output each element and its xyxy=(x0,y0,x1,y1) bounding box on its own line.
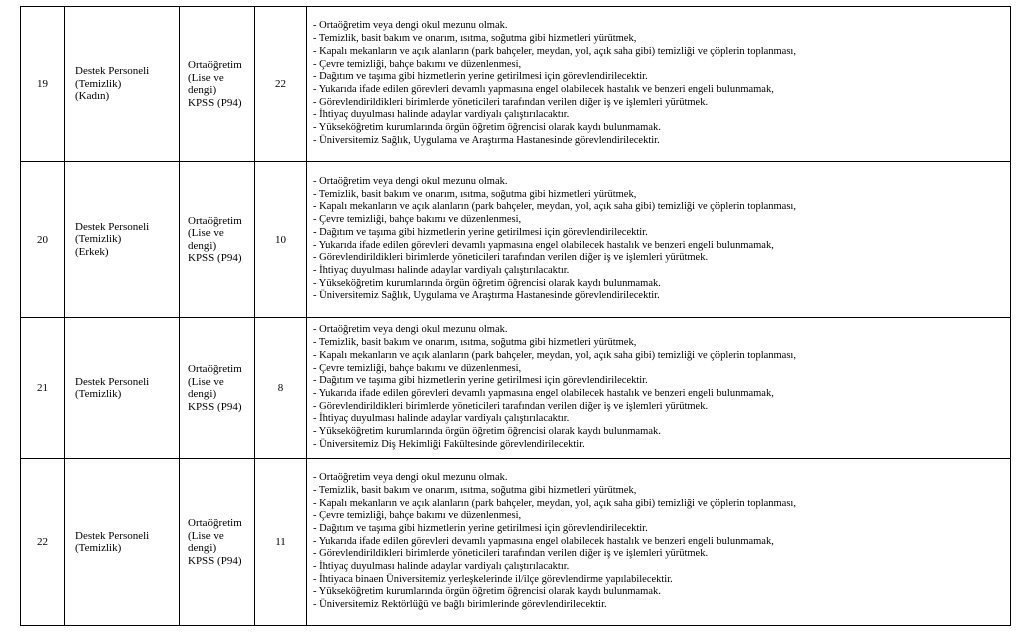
requirement-item: - Görevlendirildikleri birimlerde yöneticileri tarafından verilen diğer iş ve işlemleri yürütmek. xyxy=(313,400,709,412)
title-line: (Kadın) xyxy=(75,90,110,103)
requirement-item: - Kapalı mekanların ve açık alanların (park bahçeler, meydan, yol, açık saha gibi) temizliği ve çöplerin toplanması, xyxy=(313,349,796,361)
requirement-item: - Yukarıda ifade edilen görevleri devamlı yapmasına engel olabilecek hastalık ve benzeri engeli bulunmamak, xyxy=(313,535,774,547)
education-line: Ortaöğretim xyxy=(188,517,242,529)
requirement-item: - Yükseköğretim kurumlarında örgün öğretim öğrencisi olarak kaydı bulunmamak. xyxy=(313,277,661,289)
title-line: (Temizlik) xyxy=(75,542,122,554)
requirement-item: - Temizlik, basit bakım ve onarım, ısıtma, soğutma gibi hizmetleri yürütmek, xyxy=(313,337,637,349)
requirement-item: - Dağıtım ve taşıma gibi hizmetlerin yerine getirilmesi için görevlendirilecektir. xyxy=(313,71,648,83)
title-line: (Temizlik) xyxy=(75,77,122,90)
requirement-item: - İhtiyaç duyulması halinde adaylar vardiyalı çalıştırılacaktır. xyxy=(313,109,570,121)
requirements-cell xyxy=(307,162,1011,318)
requirement-item: - Üniversitemiz Diş Hekimliği Fakültesinde görevlendirilecektir. xyxy=(313,438,585,450)
requirement-item: - İhtiyaç duyulması halinde adaylar vardiyalı çalıştırılacaktır. xyxy=(313,413,570,425)
requirements-list xyxy=(313,20,1010,147)
table-row xyxy=(21,162,1011,318)
row-number: 19 xyxy=(21,7,65,162)
position-count: 8 xyxy=(255,318,307,459)
requirement-item: - Çevre temizliği, bahçe bakımı ve düzenlenmesi, xyxy=(313,362,522,374)
requirement-item: - Yukarıda ifade edilen görevleri devamlı yapmasına engel olabilecek hastalık ve benzeri engeli bulunmamak, xyxy=(313,84,774,95)
requirement-item: - Ortaöğretim veya dengi okul mezunu olmak. xyxy=(313,324,508,336)
education-line: dengi) xyxy=(188,542,217,554)
education-line: KPSS (P94) xyxy=(188,554,242,567)
education-requirement xyxy=(180,7,255,162)
table-row xyxy=(21,459,1011,626)
requirement-item: - Dağıtım ve taşıma gibi hizmetlerin yerine getirilmesi için görevlendirilecektir. xyxy=(313,226,648,238)
position-count: 22 xyxy=(255,7,307,162)
education-line: Ortaöğretim xyxy=(188,214,242,227)
row-number: 21 xyxy=(21,318,65,459)
requirement-item: - İhtiyaca binaen Üniversitemiz yerleşkelerinde il/ilçe görevlendirme yapılabilecektir. xyxy=(313,573,673,585)
position-count: 11 xyxy=(255,459,307,626)
position-title xyxy=(65,162,180,318)
education-line: (Lise ve xyxy=(188,529,224,542)
positions-table xyxy=(20,6,1011,626)
requirement-item: - İhtiyaç duyulması halinde adaylar vardiyalı çalıştırılacaktır. xyxy=(313,264,570,276)
requirement-item: - Görevlendirildikleri birimlerde yöneticileri tarafından verilen diğer iş ve işlemleri yürütmek. xyxy=(313,548,709,560)
requirement-item: - Çevre temizliği, bahçe bakımı ve düzenlenmesi, xyxy=(313,58,522,70)
requirement-item: - Çevre temizliği, bahçe bakımı ve düzenlenmesi, xyxy=(313,214,522,226)
requirement-item: - Kapalı mekanların ve açık alanların (park bahçeler, meydan, yol, açık saha gibi) temizliği ve çöplerin toplanması, xyxy=(313,201,796,213)
education-line: (Lise ve xyxy=(188,227,224,239)
education-line: Ortaöğretim xyxy=(188,59,242,71)
education-line: (Lise ve xyxy=(188,375,224,388)
row-number: 20 xyxy=(21,162,65,318)
requirement-item: - Çevre temizliği, bahçe bakımı ve düzenlenmesi, xyxy=(313,510,522,522)
requirements-list xyxy=(313,324,1010,451)
requirement-item: - Görevlendirildikleri birimlerde yöneticileri tarafından verilen diğer iş ve işlemleri yürütmek. xyxy=(313,252,709,264)
requirement-item: - Kapalı mekanların ve açık alanların (park bahçeler, meydan, yol, açık saha gibi) temizliği ve çöplerin toplanması, xyxy=(313,45,796,57)
requirements-cell xyxy=(307,459,1011,626)
requirement-item: - Üniversitemiz Sağlık, Uygulama ve Araştırma Hastanesinde görevlendirilecektir. xyxy=(313,134,660,146)
title-line: Destek Personeli xyxy=(75,529,150,542)
title-line: Destek Personeli xyxy=(75,375,150,388)
requirements-list xyxy=(313,472,1010,612)
requirement-item: - Temizlik, basit bakım ve onarım, ısıtma, soğutma gibi hizmetleri yürütmek, xyxy=(313,484,637,496)
requirements-cell xyxy=(307,318,1011,459)
requirement-item: - Ortaöğretim veya dengi okul mezunu olmak. xyxy=(313,20,508,32)
requirement-item: - Yukarıda ifade edilen görevleri devamlı yapmasına engel olabilecek hastalık ve benzeri engeli bulunmamak, xyxy=(313,388,774,399)
requirement-item: - Üniversitemiz Rektörlüğü ve bağlı birimlerinde görevlendirilecektir. xyxy=(313,599,607,611)
position-count: 10 xyxy=(255,162,307,318)
education-requirement xyxy=(180,459,255,626)
requirement-item: - Yükseköğretim kurumlarında örgün öğretim öğrencisi olarak kaydı bulunmamak. xyxy=(313,586,661,598)
education-line: dengi) xyxy=(188,84,217,96)
requirement-item: - Yükseköğretim kurumlarında örgün öğretim öğrencisi olarak kaydı bulunmamak. xyxy=(313,122,661,134)
requirements-list xyxy=(313,176,1010,303)
requirement-item: - Yükseköğretim kurumlarında örgün öğretim öğrencisi olarak kaydı bulunmamak. xyxy=(313,426,661,438)
education-line: dengi) xyxy=(188,239,217,252)
requirement-item: - Üniversitemiz Sağlık, Uygulama ve Araştırma Hastanesinde görevlendirilecektir. xyxy=(313,290,660,302)
requirement-item: - Görevlendirildikleri birimlerde yöneticileri tarafından verilen diğer iş ve işlemleri yürütmek. xyxy=(313,96,709,108)
education-line: KPSS (P94) xyxy=(188,400,242,413)
title-line: (Temizlik) xyxy=(75,233,122,246)
requirement-item: - Dağıtım ve taşıma gibi hizmetlerin yerine getirilmesi için görevlendirilecektir. xyxy=(313,375,648,387)
title-line: (Erkek) xyxy=(75,245,109,258)
requirement-item: - Temizlik, basit bakım ve onarım, ısıtma, soğutma gibi hizmetleri yürütmek, xyxy=(313,188,637,200)
education-line: KPSS (P94) xyxy=(188,96,242,109)
requirement-item: - Ortaöğretim veya dengi okul mezunu olmak. xyxy=(313,472,508,484)
table-row xyxy=(21,318,1011,459)
education-line: Ortaöğretim xyxy=(188,363,242,375)
table-row xyxy=(21,7,1011,162)
education-requirement xyxy=(180,318,255,459)
requirements-cell xyxy=(307,7,1011,162)
requirement-item: - Dağıtım ve taşıma gibi hizmetlerin yerine getirilmesi için görevlendirilecektir. xyxy=(313,522,648,534)
position-title xyxy=(65,459,180,626)
requirement-item: - Yukarıda ifade edilen görevleri devamlı yapmasına engel olabilecek hastalık ve benzeri engeli bulunmamak, xyxy=(313,239,774,251)
requirement-item: - İhtiyaç duyulması halinde adaylar vardiyalı çalıştırılacaktır. xyxy=(313,561,570,573)
education-line: KPSS (P94) xyxy=(188,252,242,264)
position-title xyxy=(65,318,180,459)
education-line: dengi) xyxy=(188,388,217,400)
title-line: Destek Personeli xyxy=(75,65,150,78)
requirement-item: - Kapalı mekanların ve açık alanların (park bahçeler, meydan, yol, açık saha gibi) temizliği ve çöplerin toplanması, xyxy=(313,497,796,509)
position-title xyxy=(65,7,180,162)
education-requirement xyxy=(180,162,255,318)
row-number: 22 xyxy=(21,459,65,626)
requirement-item: - Temizlik, basit bakım ve onarım, ısıtma, soğutma gibi hizmetleri yürütmek, xyxy=(313,33,637,45)
education-line: (Lise ve xyxy=(188,71,224,84)
title-line: Destek Personeli xyxy=(75,220,150,233)
requirement-item: - Ortaöğretim veya dengi okul mezunu olmak. xyxy=(313,175,508,187)
title-line: (Temizlik) xyxy=(75,388,122,400)
